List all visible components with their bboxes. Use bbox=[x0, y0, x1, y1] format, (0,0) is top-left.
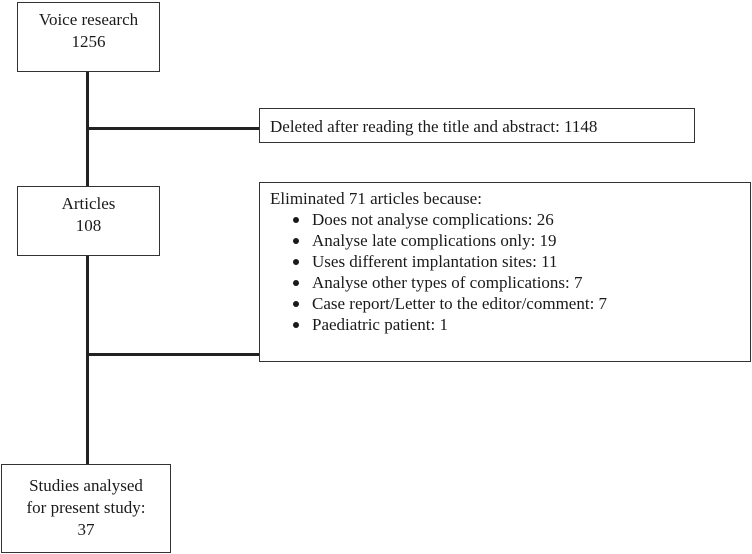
eliminated-reason: Analyse other types of complications: 7 bbox=[270, 272, 750, 293]
eliminated-reason: Analyse late complications only: 19 bbox=[270, 230, 750, 251]
bullet-icon bbox=[293, 238, 299, 244]
deleted-text: Deleted after reading the title and abstract: 1148 bbox=[270, 117, 598, 136]
eliminated-heading: Eliminated 71 articles because: bbox=[270, 189, 482, 208]
voice-research-count: 1256 bbox=[71, 32, 106, 51]
studies-line2: for present study: bbox=[26, 498, 146, 517]
bullet-icon bbox=[293, 322, 299, 328]
voice-research-title: Voice research bbox=[38, 10, 139, 29]
studies-line1: Studies analysed bbox=[29, 476, 143, 495]
eliminated-reason: Case report/Letter to the editor/comment: 7 bbox=[270, 293, 750, 314]
voice-research-box bbox=[17, 2, 160, 72]
bullet-icon bbox=[293, 301, 299, 307]
bullet-icon bbox=[293, 280, 299, 286]
studies-count: 37 bbox=[77, 520, 95, 539]
studies-box bbox=[1, 464, 171, 553]
eliminated-reasons-list bbox=[270, 209, 750, 335]
bullet-icon bbox=[293, 217, 299, 223]
eliminated-reason: Paediatric patient: 1 bbox=[270, 314, 750, 335]
eliminated-reason: Does not analyse complications: 26 bbox=[270, 209, 750, 230]
eliminated-reason: Uses different implantation sites: 11 bbox=[270, 251, 750, 272]
connector-articles-to-studies bbox=[86, 256, 89, 464]
deleted-box bbox=[259, 108, 695, 143]
eliminated-box bbox=[259, 182, 751, 362]
bullet-icon bbox=[293, 259, 299, 265]
connector-to-eliminated bbox=[86, 353, 260, 356]
connector-to-deleted bbox=[86, 127, 260, 130]
articles-count: 108 bbox=[75, 216, 102, 235]
articles-box bbox=[17, 186, 160, 256]
articles-title: Articles bbox=[61, 194, 116, 213]
